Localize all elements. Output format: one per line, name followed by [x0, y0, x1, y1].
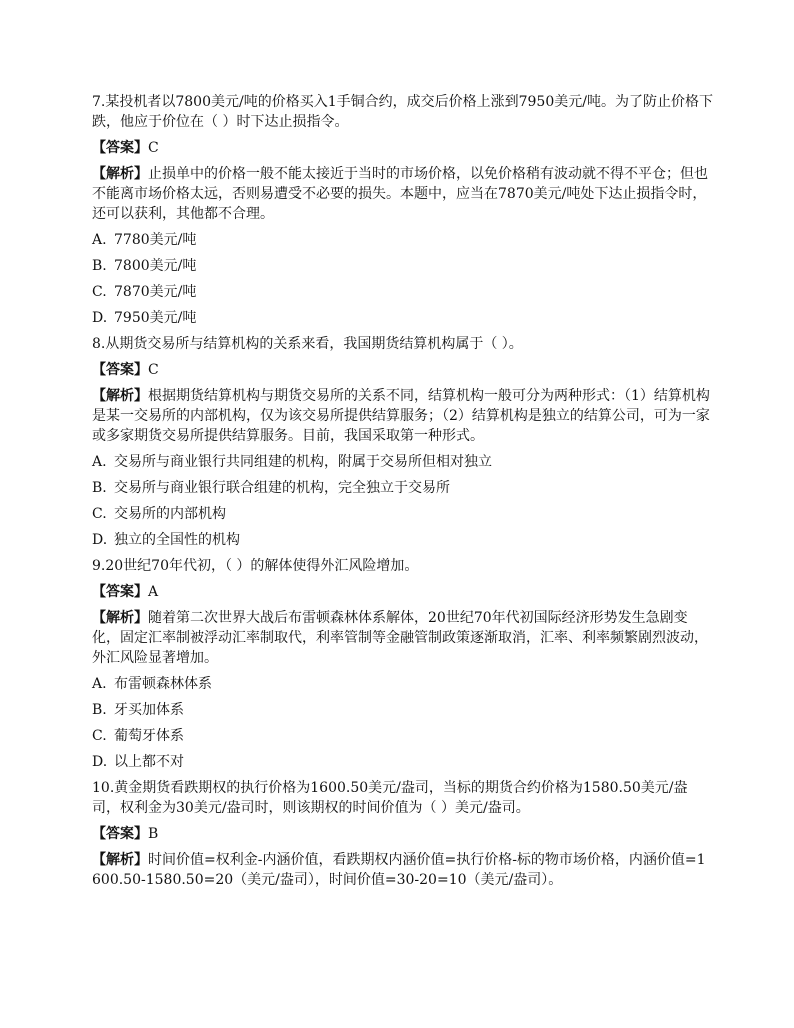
option-text: 7780美元/吨	[114, 232, 197, 248]
option-label: A.	[92, 454, 107, 470]
answer-tag: 【答案】	[92, 362, 148, 378]
document-page	[92, 92, 714, 890]
question-block	[92, 334, 714, 550]
option-text: 交易所与商业银行联合组建的机构，完全独立于交易所	[114, 480, 450, 496]
option-d	[92, 753, 714, 772]
analysis-text	[92, 164, 714, 224]
answer-value: A	[148, 584, 159, 600]
option-b	[92, 479, 714, 498]
analysis-body: 随着第二次世界大战后布雷顿森林体系解体，20世纪70年代初国际经济形势发生急剧变化，固定汇率制被浮动汇率制取代，利率管制等金融管制政策逐渐取消，汇率、利率频繁剧烈波动，外汇风险显著增加。	[92, 610, 708, 666]
option-label: B.	[92, 480, 107, 496]
question-stem: 9.20世纪70年代初，（ ）的解体使得外汇风险增加。	[92, 558, 419, 574]
option-c	[92, 727, 714, 746]
analysis-tag: 【解析】	[92, 610, 148, 626]
option-label: D.	[92, 754, 108, 770]
answer-line	[92, 824, 714, 844]
answer-line	[92, 360, 714, 380]
answer-line	[92, 582, 714, 602]
option-text: 牙买加体系	[114, 702, 184, 718]
analysis-body: 止损单中的价格一般不能太接近于当时的市场价格，以免价格稍有波动就不得不平仓；但也不能离市场价格太远，否则易遭受不必要的损失。本题中，应当在7870美元/吨处下达止损指令时，还可以获利，其他都不合理。	[92, 166, 708, 222]
option-text: 7800美元/吨	[114, 258, 197, 274]
question-block	[92, 556, 714, 772]
analysis-text	[92, 608, 714, 668]
answer-value: B	[148, 826, 159, 842]
option-text: 葡萄牙体系	[114, 728, 184, 744]
question-block	[92, 92, 714, 328]
answer-tag: 【答案】	[92, 584, 148, 600]
option-label: B.	[92, 258, 107, 274]
analysis-tag: 【解析】	[92, 388, 148, 404]
option-b	[92, 701, 714, 720]
option-d	[92, 531, 714, 550]
answer-tag: 【答案】	[92, 826, 148, 842]
option-label: B.	[92, 702, 107, 718]
option-label: A.	[92, 676, 107, 692]
option-a	[92, 231, 714, 250]
analysis-body: 根据期货结算机构与期货交易所的关系不同，结算机构一般可分为两种形式：（1）结算机构是某一交易所的内部机构，仅为该交易所提供结算服务；（2）结算机构是独立的结算公司，可为一家或多家期货交易所提供结算服务。目前，我国采取第一种形式。	[92, 388, 710, 444]
question-stem: 8.从期货交易所与结算机构的关系来看，我国期货结算机构属于（ ）。	[92, 336, 523, 352]
answer-line	[92, 138, 714, 158]
analysis-text	[92, 850, 714, 890]
option-label: C.	[92, 284, 107, 300]
question-block	[92, 778, 714, 890]
answer-value: C	[148, 140, 159, 156]
analysis-tag: 【解析】	[92, 852, 148, 868]
answer-value: C	[148, 362, 159, 378]
option-label: C.	[92, 728, 107, 744]
option-label: D.	[92, 532, 108, 548]
option-text: 交易所的内部机构	[114, 506, 226, 522]
option-b	[92, 257, 714, 276]
option-label: A.	[92, 232, 107, 248]
analysis-text	[92, 386, 714, 446]
option-text: 交易所与商业银行共同组建的机构，附属于交易所但相对独立	[114, 454, 492, 470]
option-text: 7870美元/吨	[114, 284, 197, 300]
option-label: C.	[92, 506, 107, 522]
option-text: 独立的全国性的机构	[114, 532, 240, 548]
option-d	[92, 309, 714, 328]
question-stem: 7.某投机者以7800美元/吨的价格买入1手铜合约，成交后价格上涨到7950美元/吨。为了防止价格下跌，他应于价位在（ ）时下达止损指令。	[92, 94, 713, 130]
option-text: 7950美元/吨	[114, 310, 197, 326]
analysis-body: 时间价值=权利金-内涵价值，看跌期权内涵价值=执行价格-标的物市场价格，内涵价值=1600.50-1580.50=20（美元/盎司），时间价值=30-20=10（美元/盎司）。	[92, 852, 706, 888]
answer-tag: 【答案】	[92, 140, 148, 156]
option-text: 以上都不对	[114, 754, 184, 770]
option-c	[92, 283, 714, 302]
analysis-tag: 【解析】	[92, 166, 148, 182]
option-a	[92, 675, 714, 694]
question-stem: 10.黄金期货看跌期权的执行价格为1600.50美元/盎司，当标的期货合约价格为1580.50美元/盎司，权利金为30美元/盎司时，则该期权的时间价值为（ ）美元/盎司。	[92, 780, 688, 816]
option-label: D.	[92, 310, 108, 326]
option-c	[92, 505, 714, 524]
option-text: 布雷顿森林体系	[114, 676, 212, 692]
option-a	[92, 453, 714, 472]
